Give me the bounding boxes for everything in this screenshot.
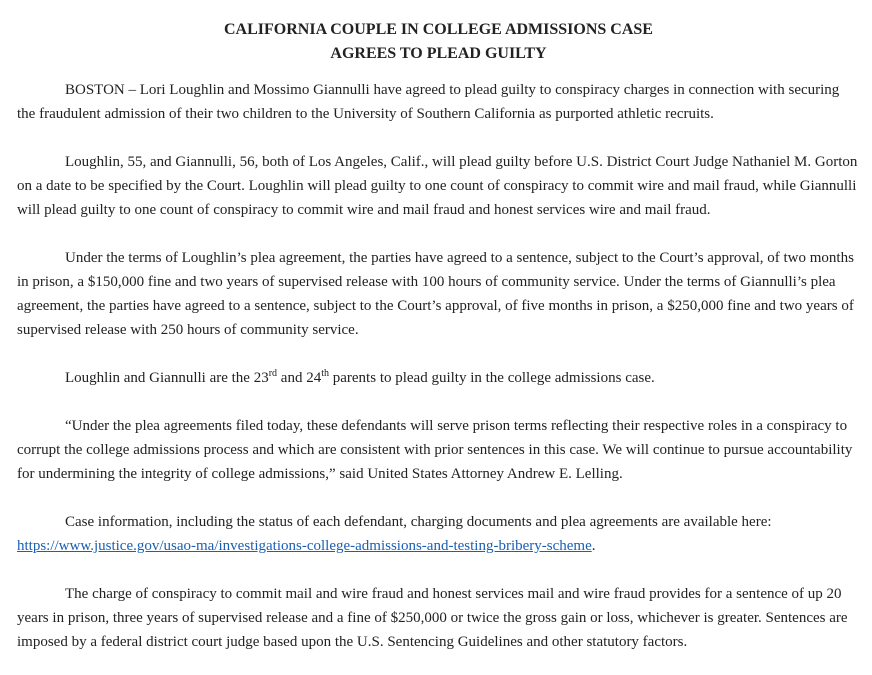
paragraph-quote: “Under the plea agreements filed today, these defendants will serve prison terms reflecting their respective roles in a conspiracy to corrupt the college admissions process and which are consistent with prior sentences in this case. We will continue to pursue accountability for undermining the integrity of college admissions,” said United States Attorney Andrew E. Lelling. xyxy=(17,418,853,482)
paragraph-intro: BOSTON – Lori Loughlin and Mossimo Giannulli have agreed to plead guilty to conspiracy charges in connection with securing the fraudulent admission of their two children to the University of Southern California as purported athletic recruits. xyxy=(17,82,840,122)
paragraph-penalties: The charge of conspiracy to commit mail and wire fraud and honest services mail and wire fraud provides for a sentence of up 20 years in prison, three years of supervised release and a fine of $250,000 or twice the gross gain or loss, whichever is greater. Sentences are imposed by a federal district court judge based upon the U.S. Sentencing Guidelines and other statutory factors. xyxy=(17,586,848,650)
headline-line-1: CALIFORNIA COUPLE IN COLLEGE ADMISSIONS CASE xyxy=(224,21,653,38)
paragraph-pleas: Loughlin, 55, and Giannulli, 56, both of Los Angeles, Calif., will plead guilty before U.S. District Court Judge Nathaniel M. Gorton on a date to be specified by the Court. Loughlin will plead guilty to one count of conspiracy to commit wire and mail fraud, while Giannulli will plead guilty to one count of conspiracy to commit wire and mail fraud and honest services wire and mail fraud. xyxy=(17,154,858,218)
ordinal-text-1: Loughlin and Giannulli are the 23 xyxy=(65,370,269,386)
ordinal-sup-rd: rd xyxy=(268,368,278,379)
case-info-period: . xyxy=(591,538,596,554)
ordinal-text-2: and 24 xyxy=(277,370,322,386)
ordinal-text-3: parents to plead guilty in the college admissions case. xyxy=(329,370,655,386)
headline xyxy=(17,18,860,66)
paragraph-case-info xyxy=(17,510,860,558)
ordinal-sup-th: th xyxy=(321,368,329,379)
case-info-link[interactable]: https://www.justice.gov/usao-ma/investigations-college-admissions-and-testing-bribery-scheme xyxy=(17,538,592,554)
case-info-text: Case information, including the status of each defendant, charging documents and plea agreements are available here: xyxy=(65,514,772,530)
headline-line-2: AGREES TO PLEAD GUILTY xyxy=(330,45,547,62)
paragraph-sentences: Under the terms of Loughlin’s plea agreement, the parties have agreed to a sentence, subject to the Court’s approval, of two months in prison, a $150,000 fine and two years of supervised release with 100 hours of community service. Under the terms of Giannulli’s plea agreement, the parties have agreed to a sentence, subject to the Court’s approval, of five months in prison, a $250,000 fine and two years of supervised release with 250 hours of community service. xyxy=(17,250,854,338)
paragraph-ordinal xyxy=(17,366,860,390)
